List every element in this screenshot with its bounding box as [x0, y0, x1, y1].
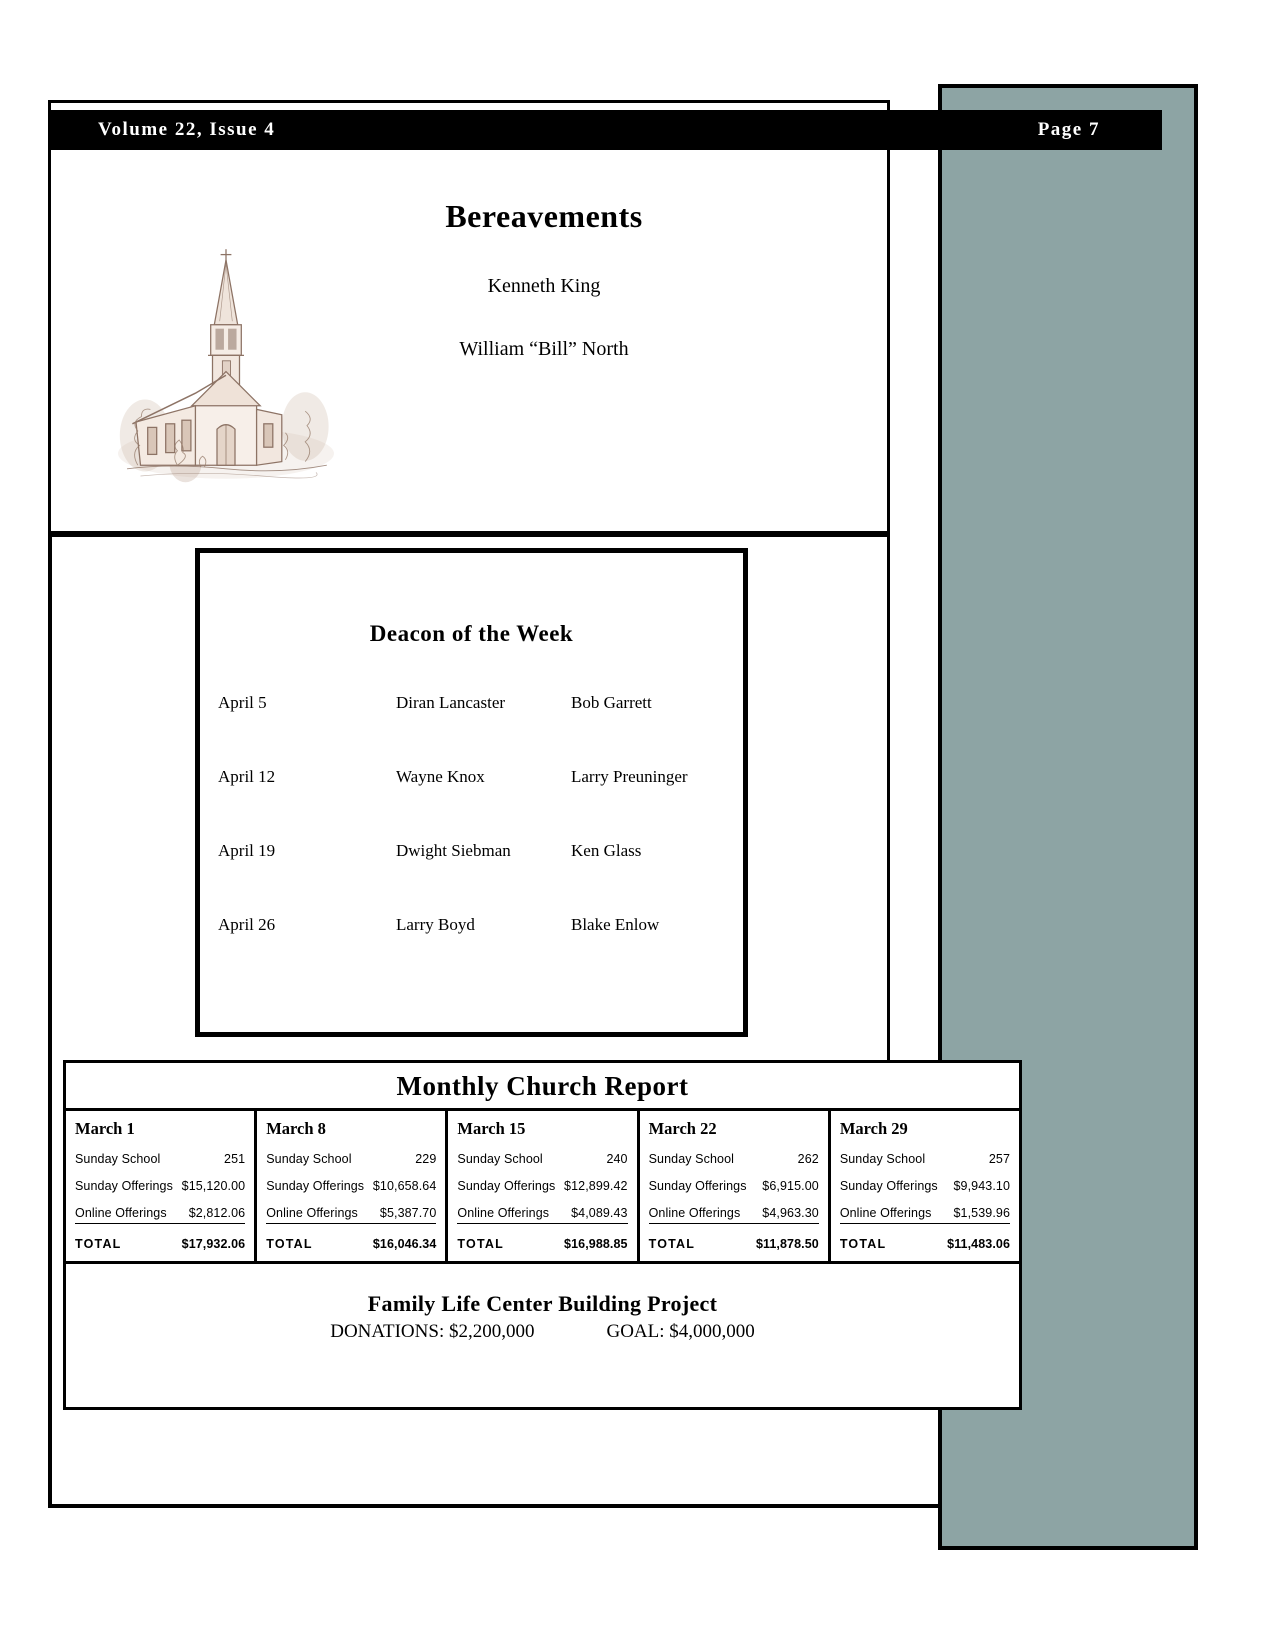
row-value: 251 [224, 1152, 246, 1166]
volume-issue-label: Volume 22, Issue 4 [98, 119, 276, 140]
bereavements-section [48, 100, 890, 537]
row-label: Sunday School [648, 1152, 734, 1166]
row-label: Online Offerings [648, 1206, 741, 1220]
online-offerings-row [649, 1206, 819, 1224]
row-label: Sunday Offerings [457, 1179, 556, 1193]
deacon-name-1: Diran Lancaster [396, 693, 506, 712]
deacon-row [200, 767, 743, 787]
row-value: $6,915.00 [762, 1179, 819, 1193]
donations-label: DONATIONS: $2,200,000 [330, 1320, 535, 1342]
row-value: 257 [988, 1152, 1011, 1166]
report-column-date: March 8 [266, 1119, 326, 1138]
row-label: Sunday Offerings [839, 1179, 938, 1193]
deacon-date: April 5 [218, 693, 267, 712]
row-value: $16,046.34 [372, 1237, 437, 1251]
row-label: Sunday School [457, 1152, 543, 1166]
row-value: $11,483.06 [947, 1237, 1011, 1251]
deacon-row [200, 693, 743, 713]
page-number-label: Page 7 [1037, 119, 1100, 140]
total-row [457, 1237, 627, 1251]
report-column-march-29 [831, 1111, 1019, 1261]
sunday-school-row [457, 1152, 627, 1166]
sunday-offerings-row [75, 1179, 245, 1193]
deacon-date: April 12 [218, 767, 276, 786]
deacon-date: April 26 [218, 915, 276, 934]
deacon-row [200, 915, 743, 935]
online-offerings-row [75, 1206, 245, 1224]
row-label: TOTAL [75, 1237, 122, 1251]
report-columns [66, 1111, 1019, 1264]
row-value: 262 [797, 1152, 819, 1166]
row-value: 229 [415, 1152, 437, 1166]
sunday-offerings-row [457, 1179, 627, 1193]
row-value: $9,943.10 [953, 1179, 1011, 1193]
row-label: TOTAL [839, 1237, 887, 1251]
goal-label: GOAL: $4,000,000 [606, 1320, 755, 1342]
bereaved-name: Kenneth King [487, 275, 601, 297]
report-column-date: March 29 [839, 1119, 908, 1138]
deacon-name-2: Larry Preuninger [571, 767, 688, 786]
row-value: $4,963.30 [762, 1206, 819, 1220]
report-column-march-1 [66, 1111, 257, 1261]
row-label: Online Offerings [839, 1206, 932, 1220]
row-label: Sunday Offerings [266, 1179, 365, 1193]
online-offerings-row [457, 1206, 627, 1224]
row-value: $12,899.42 [564, 1179, 628, 1193]
report-title: Monthly Church Report [66, 1063, 1019, 1111]
row-label: Sunday School [75, 1152, 161, 1166]
deacon-date: April 19 [218, 841, 276, 860]
page-right-border [887, 537, 890, 1060]
church-sketch-illustration [91, 235, 361, 501]
sunday-school-row [266, 1152, 436, 1166]
deacon-of-the-week-section [195, 548, 748, 1037]
report-column-date: March 22 [648, 1119, 717, 1138]
report-column-date: March 15 [457, 1119, 526, 1138]
sunday-school-row [75, 1152, 245, 1166]
building-project-section [66, 1264, 1019, 1359]
sunday-offerings-row [649, 1179, 819, 1193]
row-label: TOTAL [648, 1237, 696, 1251]
deacon-name-1: Dwight Siebman [396, 841, 511, 860]
report-column-march-15 [448, 1111, 639, 1261]
total-row [266, 1237, 436, 1251]
building-project-title: Family Life Center Building Project [367, 1290, 718, 1316]
row-value: 240 [606, 1152, 628, 1166]
row-value: $17,932.06 [181, 1237, 246, 1251]
row-label: Sunday Offerings [648, 1179, 747, 1193]
deacon-name-2: Bob Garrett [571, 693, 652, 712]
row-value: $5,387.70 [379, 1206, 437, 1220]
deacon-rows [200, 693, 743, 935]
report-column-march-8 [257, 1111, 448, 1261]
monthly-church-report-section [63, 1060, 1022, 1410]
row-label: TOTAL [266, 1237, 313, 1251]
row-value: $10,658.64 [372, 1179, 437, 1193]
row-label: Online Offerings [75, 1206, 167, 1220]
total-row [75, 1237, 245, 1251]
row-value: $1,539.96 [953, 1206, 1011, 1220]
row-label: Sunday School [839, 1152, 926, 1166]
report-column-march-22 [640, 1111, 831, 1261]
bereaved-name: William “Bill” North [459, 338, 629, 360]
deacon-row [200, 841, 743, 861]
page-header-bar [48, 110, 1162, 150]
sunday-offerings-row [840, 1179, 1010, 1193]
row-label: TOTAL [457, 1237, 504, 1251]
online-offerings-row [840, 1206, 1010, 1224]
total-row [649, 1237, 819, 1251]
sunday-offerings-row [266, 1179, 436, 1193]
sunday-school-row [840, 1152, 1010, 1166]
bereavements-title: Bereavements [445, 198, 643, 234]
report-column-date: March 1 [75, 1119, 135, 1138]
total-row [840, 1237, 1010, 1251]
row-value: $15,120.00 [181, 1179, 246, 1193]
deacon-name-2: Ken Glass [571, 841, 642, 860]
row-label: Sunday School [266, 1152, 352, 1166]
deacon-name-2: Blake Enlow [571, 915, 660, 934]
row-label: Online Offerings [266, 1206, 358, 1220]
row-value: $4,089.43 [571, 1206, 628, 1220]
row-label: Sunday Offerings [75, 1179, 173, 1193]
row-value: $11,878.50 [755, 1237, 819, 1251]
deacon-title: Deacon of the Week [369, 621, 574, 646]
row-value: $16,988.85 [564, 1237, 628, 1251]
deacon-name-1: Larry Boyd [396, 915, 475, 934]
building-project-figures [330, 1321, 755, 1343]
online-offerings-row [266, 1206, 436, 1224]
sunday-school-row [649, 1152, 819, 1166]
row-value: $2,812.06 [188, 1206, 246, 1220]
deacon-name-1: Wayne Knox [396, 767, 485, 786]
row-label: Online Offerings [457, 1206, 550, 1220]
